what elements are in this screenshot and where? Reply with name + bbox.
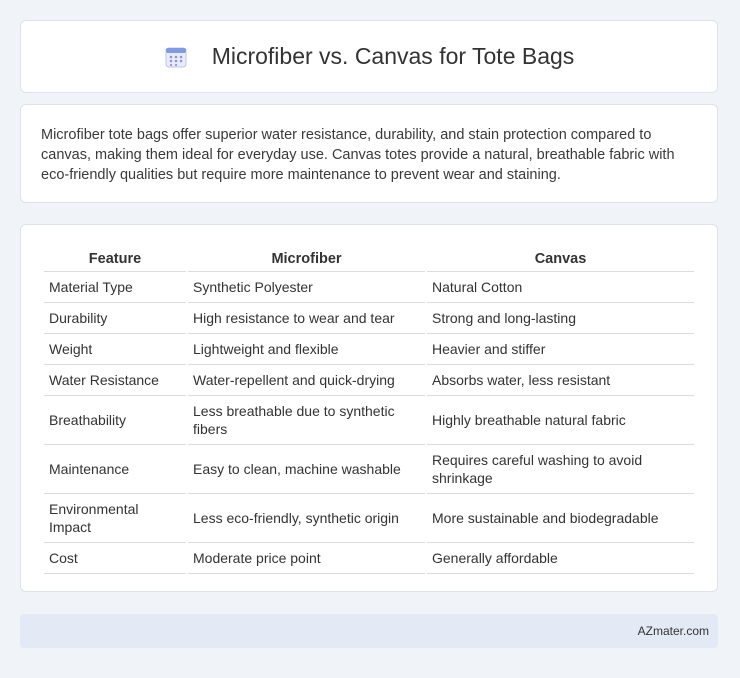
- cell-feature: Water Resistance: [44, 365, 186, 396]
- footer-brand: AZmater.com: [637, 624, 709, 638]
- cell-canvas: Absorbs water, less resistant: [427, 365, 694, 396]
- cell-canvas: Requires careful washing to avoid shrinkage: [427, 445, 694, 494]
- table-header-row: [44, 247, 694, 272]
- cell-feature: Durability: [44, 303, 186, 334]
- cell-feature: Cost: [44, 543, 186, 574]
- cell-microfiber: Lightweight and flexible: [188, 334, 425, 365]
- cell-microfiber: Less eco-friendly, synthetic origin: [188, 494, 425, 543]
- header-microfiber: Microfiber: [188, 247, 425, 272]
- comparison-card: [20, 224, 718, 592]
- table-row: [44, 396, 694, 445]
- cell-feature: Weight: [44, 334, 186, 365]
- footer: [20, 614, 718, 648]
- cell-microfiber: Synthetic Polyester: [188, 272, 425, 303]
- cell-canvas: Strong and long-lasting: [427, 303, 694, 334]
- page-title: Microfiber vs. Canvas for Tote Bags: [211, 43, 575, 69]
- title-card: [20, 20, 718, 93]
- cell-feature: Material Type: [44, 272, 186, 303]
- table-row: [44, 272, 694, 303]
- cell-microfiber: Moderate price point: [188, 543, 425, 574]
- cell-feature: Environmental Impact: [44, 494, 186, 543]
- cell-microfiber: Easy to clean, machine washable: [188, 445, 425, 494]
- cell-microfiber: Less breathable due to synthetic fibers: [188, 396, 425, 445]
- header-feature: Feature: [44, 247, 186, 272]
- header-canvas: Canvas: [427, 247, 694, 272]
- cell-feature: Maintenance: [44, 445, 186, 494]
- cell-canvas: Heavier and stiffer: [427, 334, 694, 365]
- comparison-table: [42, 247, 696, 574]
- table-row: [44, 303, 694, 334]
- table-row: [44, 445, 694, 494]
- cell-canvas: More sustainable and biodegradable: [427, 494, 694, 543]
- intro-card: [20, 104, 718, 203]
- table-row: [44, 334, 694, 365]
- table-row: [44, 494, 694, 543]
- intro-text: Microfiber tote bags offer superior water resistance, durability, and stain protection compared to canvas, making them ideal for everyday use. Canvas totes provide a natural, breathable fabric with eco-friendly qualities but require more maintenance to prevent wear and staining.: [41, 127, 675, 183]
- cell-microfiber: High resistance to wear and tear: [188, 303, 425, 334]
- cell-canvas: Generally affordable: [427, 543, 694, 574]
- cell-canvas: Natural Cotton: [427, 272, 694, 303]
- calendar-icon: [164, 45, 188, 69]
- cell-feature: Breathability: [44, 396, 186, 445]
- cell-microfiber: Water-repellent and quick-drying: [188, 365, 425, 396]
- table-row: [44, 365, 694, 396]
- table-row: [44, 543, 694, 574]
- cell-canvas: Highly breathable natural fabric: [427, 396, 694, 445]
